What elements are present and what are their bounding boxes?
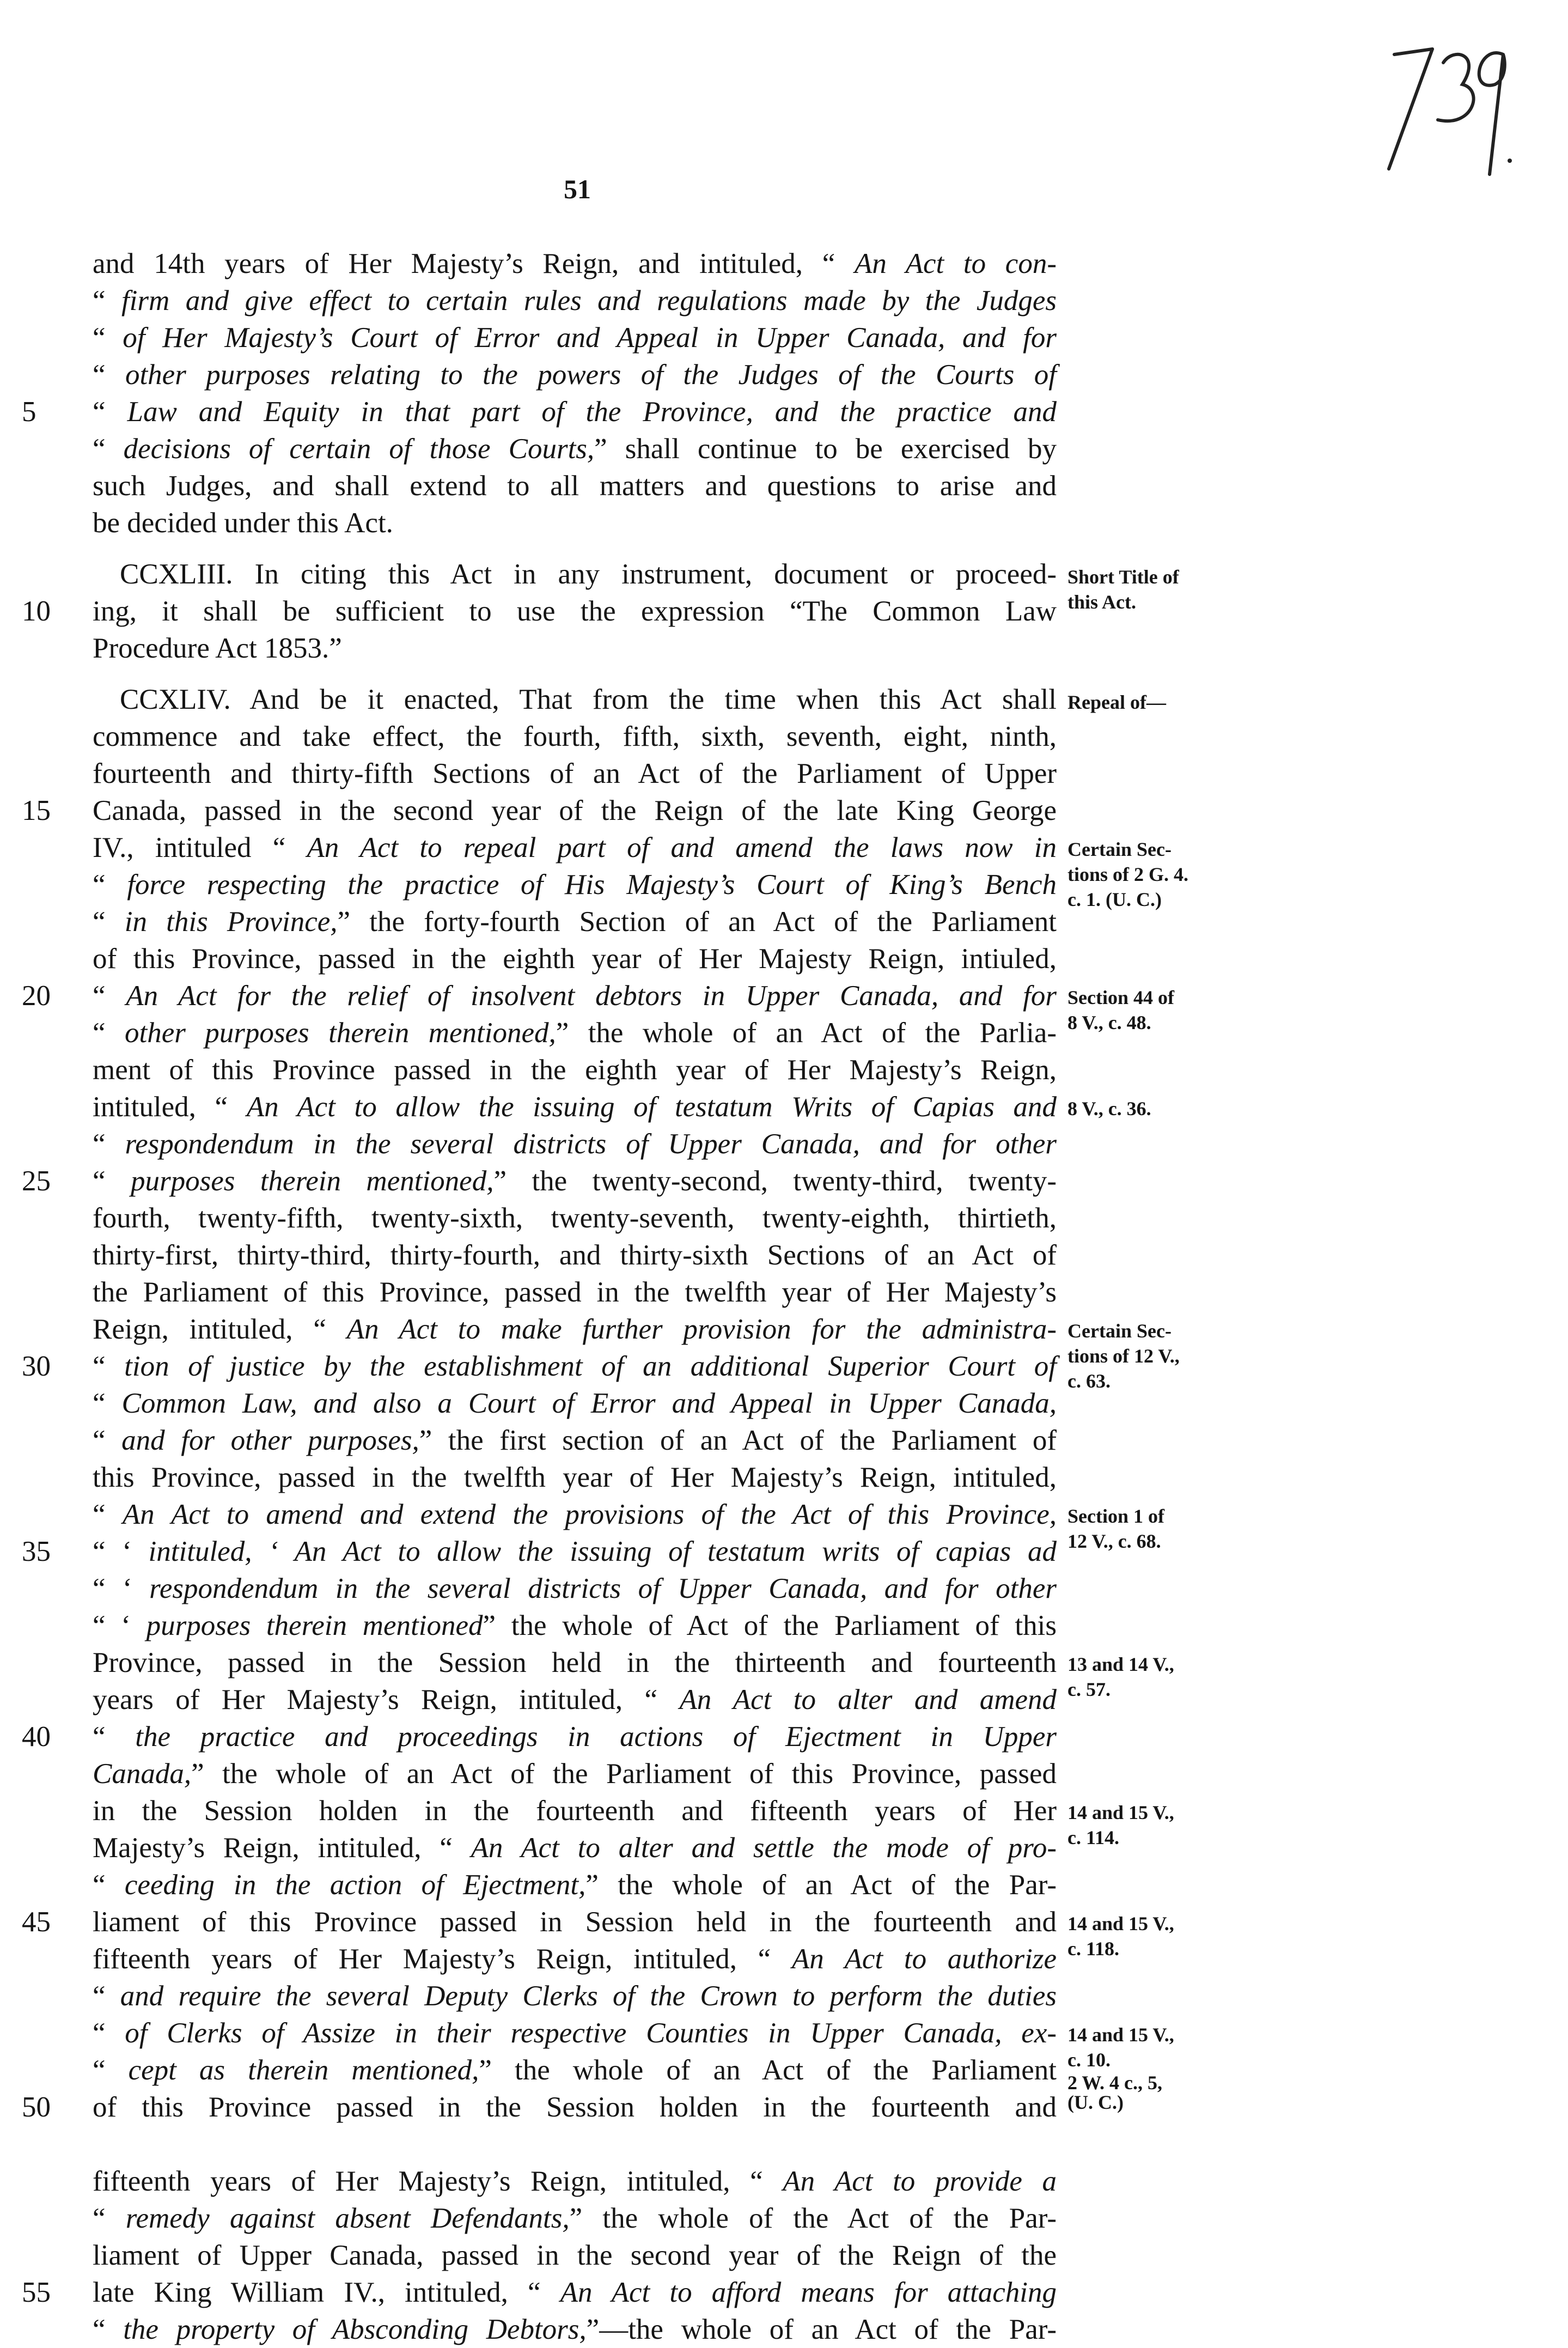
text-line: intituled, “ An Act to allow the issuing of testatum Writs of Capias and (93, 1091, 1057, 1123)
margin-note: 14 and 15 V., (1067, 1802, 1174, 1823)
line-number: 10 (22, 595, 51, 627)
text-line: such Judges, and shall extend to all matters and questions to arise and (93, 470, 1057, 502)
margin-note: Section 44 of (1067, 987, 1174, 1008)
margin-note: c. 63. (1067, 1370, 1111, 1392)
margin-note: Certain Sec- (1067, 838, 1172, 860)
text-line: “ and require the several Deputy Clerks of the Crown to perform the duties (93, 1980, 1057, 2012)
margin-note: c. 1. (U. C.) (1067, 889, 1162, 910)
margin-note: c. 10. (1067, 2049, 1111, 2071)
page-number: 51 (564, 174, 591, 204)
line-number: 40 (22, 1721, 51, 1753)
text-line: liament of this Province passed in Session held in the fourteenth and (93, 1906, 1057, 1938)
text-line: Procedure Act 1853.” (93, 632, 342, 664)
margin-note: 14 and 15 V., (1067, 2024, 1174, 2046)
text-line: “ An Act to amend and extend the provisions of the Act of this Province, (93, 1499, 1057, 1530)
text-line: ment of this Province passed in the eighth year of Her Majesty’s Reign, (93, 1054, 1057, 1086)
text-line: “ firm and give effect to certain rules and regulations made by the Judges (93, 285, 1057, 317)
text-line: ing, it shall be sufficient to use the expression “The Common Law (93, 595, 1057, 627)
text-line: in the Session holden in the fourteenth and fifteenth years of Her (93, 1795, 1057, 1827)
line-number: 15 (22, 795, 51, 826)
margin-note: tions of 2 G. 4. (1067, 863, 1189, 885)
text-line: Canada, passed in the second year of the Reign of the late King George (93, 795, 1057, 826)
text-line: Majesty’s Reign, intituled, “ An Act to alter and settle the mode of pro- (93, 1832, 1057, 1864)
text-line: fourth, twenty-fifth, twenty-sixth, twenty-seventh, twenty-eighth, thirtieth, (93, 1202, 1057, 1234)
margin-note: Certain Sec- (1067, 1320, 1172, 1342)
margin-note: c. 118. (1067, 1938, 1119, 1960)
text-line: Canada,” the whole of an Act of the Parliament of this Province, passed (93, 1758, 1057, 1790)
text-line: “ the property of Absconding Debtors,”—the whole of an Act of the Par- (93, 2314, 1057, 2345)
text-line: “ ‘ purposes therein mentioned” the whole of Act of the Parliament of this (93, 1610, 1057, 1641)
text-line: of this Province passed in the Session holden in the fourteenth and (93, 2091, 1057, 2123)
handwritten-folio-number (1372, 33, 1514, 180)
margin-note: tions of 12 V., (1067, 1345, 1180, 1367)
text-line: “ other purposes relating to the powers of the Judges of the Courts of (93, 359, 1057, 391)
margin-note: 8 V., c. 48. (1067, 1012, 1151, 1033)
text-line: “ of Clerks of Assize in their respective Counties in Upper Canada, ex- (93, 2017, 1057, 2049)
margin-note: c. 57. (1067, 1678, 1111, 1700)
line-number: 30 (22, 1351, 51, 1382)
margin-note: 2 W. 4 c., 5, (1067, 2072, 1163, 2094)
text-line: “ ceeding in the action of Ejectment,” the whole of an Act of the Par- (93, 1869, 1057, 1901)
text-line: “ respondendum in the several districts of Upper Canada, and for other (93, 1128, 1057, 1160)
margin-note: c. 114. (1067, 1827, 1119, 1848)
text-line: “ ‘ respondendum in the several districts of Upper Canada, and for other (93, 1573, 1057, 1604)
margin-note: 14 and 15 V., (1067, 1913, 1174, 1935)
line-number: 25 (22, 1165, 51, 1197)
text-line: “ of Her Majesty’s Court of Error and Appeal in Upper Canada, and for (93, 322, 1057, 354)
text-line: “ remedy against absent Defendants,” the whole of the Act of the Par- (93, 2203, 1057, 2234)
text-line: “ cept as therein mentioned,” the whole of an Act of the Parliament (93, 2054, 1057, 2086)
text-line: commence and take effect, the fourth, fifth, sixth, seventh, eight, ninth, (93, 721, 1057, 752)
margin-note: Section 1 of (1067, 1505, 1164, 1527)
text-line: the Parliament of this Province, passed in the twelfth year of Her Majesty’s (93, 1276, 1057, 1308)
text-line: “ tion of justice by the establishment of an additional Superior Court of (93, 1351, 1057, 1382)
text-line: fifteenth years of Her Majesty’s Reign, intituled, “ An Act to provide a (93, 2165, 1057, 2197)
section-heading-ccxliii: CCXLIII. In citing this Act in any instrument, document or proceed- (120, 558, 1057, 590)
text-line: and 14th years of Her Majesty’s Reign, and intituled, “ An Act to con- (93, 248, 1057, 279)
text-line: this Province, passed in the twelfth year of Her Majesty’s Reign, intituled, (93, 1462, 1057, 1493)
text-line: “ and for other purposes,” the first section of an Act of the Parliament of (93, 1425, 1057, 1456)
text-line: “ purposes therein mentioned,” the twenty-second, twenty-third, twenty- (93, 1165, 1057, 1197)
text-line: be decided under this Act. (93, 507, 393, 539)
margin-note: (U. C.) (1067, 2091, 1124, 2113)
text-line: “ Law and Equity in that part of the Province, and the practice and (93, 396, 1057, 428)
text-line: “ ‘ intituled, ‘ An Act to allow the issuing of testatum writs of capias ad (93, 1536, 1057, 1567)
margin-note: 12 V., c. 68. (1067, 1530, 1161, 1552)
text-line: fourteenth and thirty-fifth Sections of an Act of the Parliament of Upper (93, 758, 1057, 789)
margin-note: this Act. (1067, 591, 1136, 613)
line-number: 50 (22, 2091, 51, 2123)
text-line: IV., intituled “ An Act to repeal part of and amend the laws now in (93, 832, 1057, 863)
text-line: “ force respecting the practice of His Majesty’s Court of King’s Bench (93, 869, 1057, 901)
margin-note: 13 and 14 V., (1067, 1653, 1174, 1675)
margin-note: Short Title of (1067, 566, 1179, 588)
text-line: “ An Act for the relief of insolvent debtors in Upper Canada, and for (93, 980, 1057, 1012)
line-number: 20 (22, 980, 51, 1012)
line-number: 45 (22, 1906, 51, 1938)
text-line: Reign, intituled, “ An Act to make further provision for the administra- (93, 1313, 1057, 1345)
text-line: Province, passed in the Session held in the thirteenth and fourteenth (93, 1647, 1057, 1678)
section-heading-ccxliv: CCXLIV. And be it enacted, That from the time when this Act shall (120, 684, 1057, 715)
text-line: “ decisions of certain of those Courts,” shall continue to be exercised by (93, 433, 1057, 465)
text-line: years of Her Majesty’s Reign, intituled, “ An Act to alter and amend (93, 1684, 1057, 1716)
line-number: 5 (22, 396, 36, 428)
text-line: “ other purposes therein mentioned,” the whole of an Act of the Parlia- (93, 1017, 1057, 1049)
text-line: liament of Upper Canada, passed in the second year of the Reign of the (93, 2240, 1057, 2271)
text-line: “ Common Law, and also a Court of Error and Appeal in Upper Canada, (93, 1388, 1057, 1419)
text-line: late King William IV., intituled, “ An Act to afford means for attaching (93, 2277, 1057, 2308)
text-line: “ in this Province,” the forty-fourth Section of an Act of the Parliament (93, 906, 1057, 938)
line-number: 35 (22, 1536, 51, 1567)
line-number: 55 (22, 2277, 51, 2308)
margin-note: 8 V., c. 36. (1067, 1098, 1151, 1120)
text-line: thirty-first, thirty-third, thirty-fourth, and thirty-sixth Sections of an Act of (93, 1239, 1057, 1271)
text-line: of this Province, passed in the eighth year of Her Majesty Reign, intiuled, (93, 943, 1057, 975)
margin-note: Repeal of— (1067, 691, 1166, 713)
text-line: “ the practice and proceedings in actions of Ejectment in Upper (93, 1721, 1057, 1753)
text-line: fifteenth years of Her Majesty’s Reign, intituled, “ An Act to authorize (93, 1943, 1057, 1975)
